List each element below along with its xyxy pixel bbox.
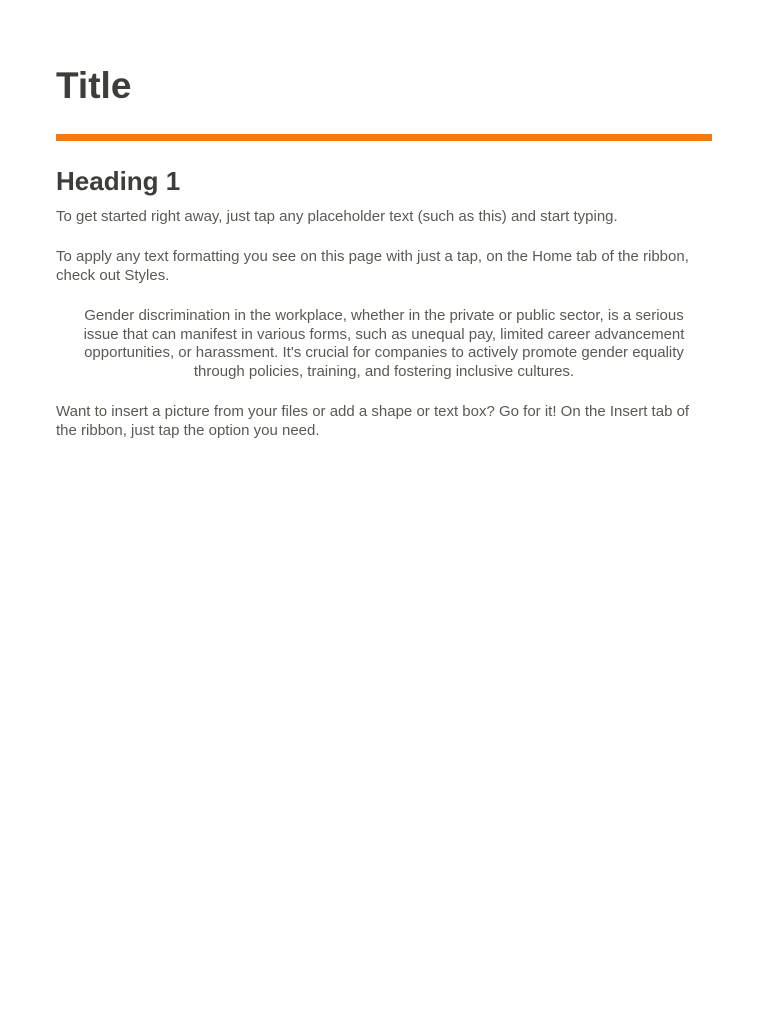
- block-quote[interactable]: Gender discrimination in the workplace, whether in the private or public sector, is a serious issue that can manifest in various forms, such as unequal pay, limited career advancement opportunities, or harassment. It's crucial for companies to actively promote gender equality through policies, training, and fostering inclusive cultures.: [83, 307, 685, 380]
- body-paragraph-1[interactable]: To get started right away, just tap any placeholder text (such as this) and start typing.: [56, 208, 618, 225]
- title-accent-rule: [56, 134, 712, 141]
- body-paragraph-2[interactable]: To apply any text formatting you see on this page with just a tap, on the Home tab of the ribbon, check out Styles.: [56, 248, 689, 284]
- document-title[interactable]: Title: [56, 65, 132, 106]
- body-paragraph-3[interactable]: Want to insert a picture from your files or add a shape or text box? Go for it! On the Insert tab of the ribbon, just tap the option you need.: [56, 403, 690, 439]
- heading-1[interactable]: Heading 1: [56, 166, 181, 196]
